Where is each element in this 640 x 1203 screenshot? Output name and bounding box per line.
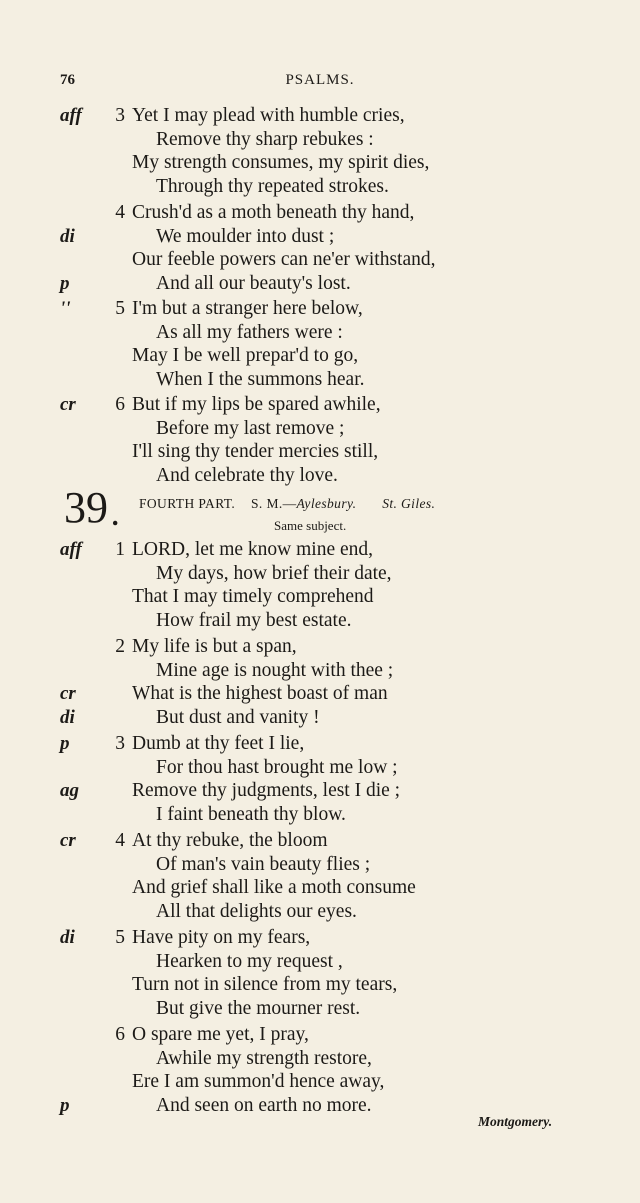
verse-text: But give the mourner rest. bbox=[156, 997, 361, 1019]
stanza bbox=[60, 538, 620, 632]
verse-line bbox=[60, 659, 620, 683]
verse-text: We moulder into dust ; bbox=[156, 225, 335, 247]
tune-name-1: Aylesbury. bbox=[296, 496, 357, 511]
hymn-number: 39 bbox=[64, 483, 108, 532]
stanza-number: 5 bbox=[115, 298, 125, 319]
verse-text: Through thy repeated strokes. bbox=[156, 175, 389, 197]
verse-text: All that delights our eyes. bbox=[156, 900, 357, 922]
verse-text: May I be well prepar'd to go, bbox=[132, 345, 359, 366]
verse-line bbox=[60, 609, 620, 633]
stanza-number: 4 bbox=[115, 830, 125, 851]
verse-text: My life is but a span, bbox=[132, 636, 297, 657]
verse-line bbox=[60, 706, 620, 730]
verse-line bbox=[60, 464, 620, 488]
verse-line bbox=[60, 538, 620, 562]
verse-text: Turn not in silence from my tears, bbox=[132, 974, 398, 995]
verse-line bbox=[60, 950, 620, 974]
verse-text: What is the highest boast of man bbox=[132, 683, 388, 704]
stanza bbox=[60, 829, 620, 923]
verse-line bbox=[60, 1023, 620, 1047]
page-header bbox=[60, 72, 580, 96]
verse-text: And celebrate thy love. bbox=[156, 464, 338, 486]
verse-text: Our feeble powers can ne'er withstand, bbox=[132, 249, 436, 270]
dynamic-mark: aff bbox=[60, 539, 82, 560]
stanza bbox=[60, 635, 620, 729]
hymn-part-three-continued bbox=[60, 104, 620, 487]
hymn-title-line bbox=[139, 496, 435, 512]
dynamic-mark: p bbox=[60, 1094, 70, 1116]
verse-text: Hearken to my request , bbox=[156, 950, 343, 972]
verse-line bbox=[60, 997, 620, 1021]
verse-text: But if my lips be spared awhile, bbox=[132, 394, 381, 415]
verse-text: And seen on earth no more. bbox=[156, 1094, 372, 1116]
verse-text: O spare me yet, I pray, bbox=[132, 1024, 309, 1045]
verse-text: Awhile my strength restore, bbox=[156, 1047, 372, 1069]
verse-text: Ere I am summon'd hence away, bbox=[132, 1071, 385, 1092]
dynamic-mark: '' bbox=[60, 298, 71, 319]
verse-line bbox=[60, 417, 620, 441]
verse-line bbox=[60, 1070, 620, 1094]
verse-text: Mine age is nought with thee ; bbox=[156, 659, 394, 681]
verse-line bbox=[60, 829, 620, 853]
dynamic-mark: cr bbox=[60, 830, 76, 851]
hymn-subject: Same subject. bbox=[274, 518, 347, 533]
stanza-number: 6 bbox=[115, 394, 125, 415]
hymn-39-body bbox=[60, 538, 620, 1117]
verse-text: And grief shall like a moth consume bbox=[132, 877, 416, 898]
verse-text: Have pity on my fears, bbox=[132, 927, 311, 948]
verse-text: Crush'd as a moth beneath thy hand, bbox=[132, 202, 415, 223]
verse-line bbox=[60, 900, 620, 924]
verse-text: Before my last remove ; bbox=[156, 417, 345, 439]
verse-line bbox=[60, 368, 620, 392]
verse-line bbox=[60, 248, 620, 272]
dynamic-mark: p bbox=[60, 733, 70, 754]
verse-line bbox=[60, 201, 620, 225]
verse-line bbox=[60, 973, 620, 997]
verse-line bbox=[60, 585, 620, 609]
verse-line bbox=[60, 876, 620, 900]
verse-text: And all our beauty's lost. bbox=[156, 272, 351, 294]
hymn-author: Montgomery. bbox=[478, 1114, 553, 1129]
page-number: 76 bbox=[60, 72, 75, 88]
verse-text: That I may timely comprehend bbox=[132, 586, 374, 607]
dynamic-mark: cr bbox=[60, 683, 76, 704]
dynamic-mark: ag bbox=[60, 780, 79, 801]
stanza-number: 6 bbox=[115, 1024, 125, 1045]
verse-text: I'm but a stranger here below, bbox=[132, 298, 363, 319]
verse-line bbox=[60, 926, 620, 950]
verse-text: Dumb at thy feet I lie, bbox=[132, 733, 305, 754]
dynamic-mark: aff bbox=[60, 105, 82, 126]
verse-text: When I the summons hear. bbox=[156, 368, 365, 390]
dynamic-mark: di bbox=[60, 927, 75, 948]
verse-line bbox=[60, 803, 620, 827]
verse-line bbox=[60, 104, 620, 128]
verse-line bbox=[60, 682, 620, 706]
stanza-number: 3 bbox=[115, 105, 125, 126]
tune-name-2: St. Giles. bbox=[382, 496, 436, 511]
verse-text: LORD, let me know mine end, bbox=[132, 539, 373, 560]
stanza bbox=[60, 104, 620, 198]
verse-text: I faint beneath thy blow. bbox=[156, 803, 346, 825]
stanza bbox=[60, 201, 620, 295]
verse-text: Remove thy judgments, lest I die ; bbox=[132, 780, 401, 801]
verse-line bbox=[60, 272, 620, 296]
verse-line bbox=[60, 225, 620, 249]
verse-line bbox=[60, 440, 620, 464]
running-title: PSALMS. bbox=[285, 72, 355, 88]
verse-line bbox=[60, 779, 620, 803]
verse-text: As all my fathers were : bbox=[156, 321, 343, 343]
hymn-39-heading bbox=[60, 483, 580, 538]
verse-line bbox=[60, 756, 620, 780]
stanza bbox=[60, 926, 620, 1020]
verse-text: But dust and vanity ! bbox=[156, 706, 320, 728]
verse-line bbox=[60, 151, 620, 175]
verse-text: Yet I may plead with humble cries, bbox=[132, 105, 405, 126]
verse-text: At thy rebuke, the bloom bbox=[132, 830, 328, 851]
hymn-part-label: FOURTH PART. bbox=[139, 496, 236, 511]
verse-line bbox=[60, 297, 620, 321]
verse-text: My strength consumes, my spirit dies, bbox=[132, 152, 430, 173]
verse-text: Remove thy sharp rebukes : bbox=[156, 128, 374, 150]
stanza-number: 2 bbox=[115, 636, 125, 657]
stanza-number: 5 bbox=[115, 927, 125, 948]
verse-line bbox=[60, 732, 620, 756]
verse-line bbox=[60, 1047, 620, 1071]
verse-text: Of man's vain beauty flies ; bbox=[156, 853, 371, 875]
verse-line bbox=[60, 562, 620, 586]
verse-line bbox=[60, 128, 620, 152]
verse-line bbox=[60, 344, 620, 368]
verse-line bbox=[60, 853, 620, 877]
stanza-number: 4 bbox=[115, 202, 125, 223]
stanza-number: 1 bbox=[115, 539, 125, 560]
stanza bbox=[60, 297, 620, 391]
dynamic-mark: di bbox=[60, 225, 75, 247]
stanza bbox=[60, 1023, 620, 1117]
verse-text: How frail my best estate. bbox=[156, 609, 352, 631]
hymn-number-period: . bbox=[111, 502, 120, 531]
verse-text: My days, how brief their date, bbox=[156, 562, 392, 584]
stanza bbox=[60, 393, 620, 487]
verse-line bbox=[60, 635, 620, 659]
dynamic-mark: cr bbox=[60, 394, 76, 415]
dynamic-mark: di bbox=[60, 706, 75, 728]
verse-text: For thou hast brought me low ; bbox=[156, 756, 398, 778]
verse-line bbox=[60, 393, 620, 417]
stanza-number: 3 bbox=[115, 733, 125, 754]
stanza bbox=[60, 732, 620, 826]
hymn-meter: S. M.— bbox=[250, 496, 297, 511]
verse-line bbox=[60, 175, 620, 199]
dynamic-mark: p bbox=[60, 272, 70, 294]
verse-line bbox=[60, 321, 620, 345]
verse-text: I'll sing thy tender mercies still, bbox=[132, 441, 379, 462]
